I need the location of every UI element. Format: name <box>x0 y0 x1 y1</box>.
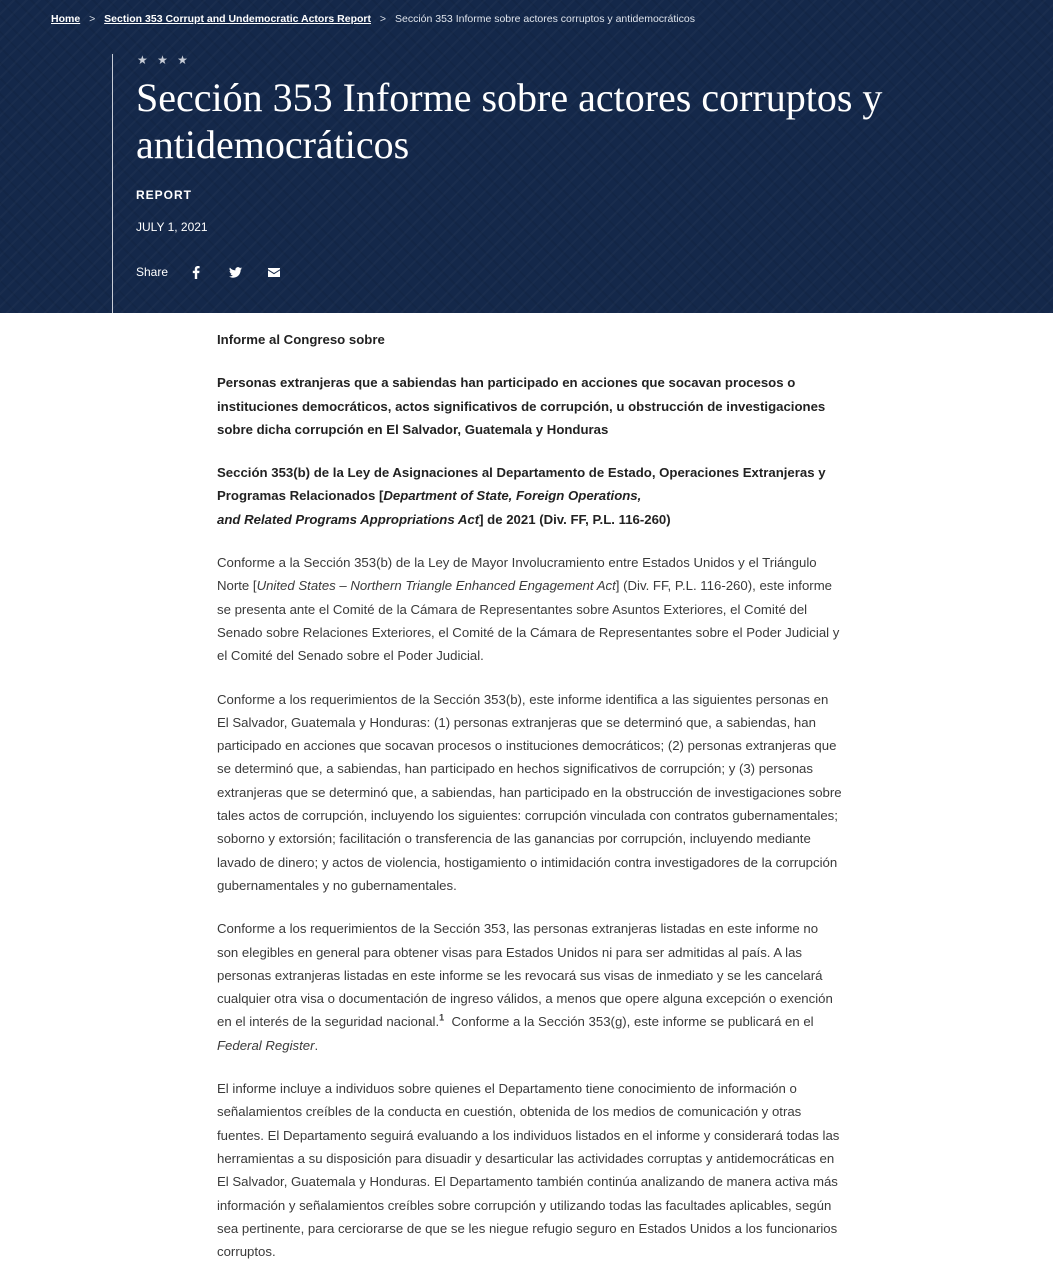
breadcrumb-separator: > <box>89 13 96 25</box>
breadcrumb-separator: > <box>379 13 387 25</box>
report-heading-legal-basis: Sección 353(b) de la Ley de Asignaciones al Departamento de Estado, Operaciones Extranjeras y Programas Relacionados [Department of State, Foreign Operations, and Related Programs Appropriations Act] de 2021 (Div. FF, P.L. 116-260) <box>217 465 826 527</box>
header-divider-line <box>112 54 113 313</box>
breadcrumb-parent-link[interactable]: Section 353 Corrupt and Undemocratic Actors Report <box>104 13 371 25</box>
report-heading-subject: Personas extranjeras que a sabiendas han participado en acciones que socavan procesos o instituciones democráticos, actos significativos de corrupción, u obstrucción de investigaciones sobre dicha corrupción en El Salvador, Guatemala y Honduras <box>217 375 826 437</box>
report-heading-intro: Informe al Congreso sobre <box>217 332 385 347</box>
facebook-icon[interactable] <box>188 264 204 280</box>
email-icon[interactable] <box>266 264 282 280</box>
breadcrumb <box>51 13 695 25</box>
page-header-banner <box>0 0 1053 313</box>
paragraph: Conforme a los requerimientos de la Sección 353(b), este informe identifica a las siguientes personas en El Salvador, Guatemala y Honduras: (1) personas extranjeras que se determinó que, a sabiendas, han participado en acciones que socavan procesos o instituciones democráticos; (2) personas extranjeras que se determinó que, a sabiendas, han participado en hechos significativos de corrupción; y (3) personas extranjeras que se determinó que, a sabiendas, han participado en la obstrucción de investigaciones sobre tales actos de corrupción, incluyendo los siguientes: corrupción vinculada con contratos gubernamentales; soborno y extorsión; facilitación o transferencia de las ganancias por corrupción, incluyendo mediante lavado de dinero; y actos de violencia, hostigamiento o intimidación contra investigadores de la corrupción gubernamentales y no gubernamentales. <box>217 691 842 893</box>
paragraph: Conforme a la Sección 353(b) de la Ley de Mayor Involucramiento entre Estados Unidos y el Triángulo Norte [United States – Northern Triangle Enhanced Engagement Act] (Div. FF, P.L. 116-260), este informe se presenta ante el Comité de la Cámara de Representantes sobre Asuntos Exteriores, el Comité del Senado sobre Relaciones Exteriores, el Comité de la Cámara de Representantes sobre el Poder Judicial y el Comité del Senado sobre el Poder Judicial. <box>217 555 840 664</box>
footnote-link[interactable]: 1 <box>439 1013 445 1024</box>
twitter-icon[interactable] <box>227 264 243 280</box>
report-body <box>217 328 842 1283</box>
page-title: Sección 353 Informe sobre actores corruptos y antidemocráticos <box>136 75 883 167</box>
paragraph: Conforme a los requerimientos de la Sección 353, las personas extranjeras listadas en este informe no son elegibles en general para obtener visas para Estados Unidos ni para ser admitidas al país. A las personas extranjeras listadas en este informe se les revocará sus visas de inmediato y se les cancelará cualquier otra visa o documentación de ingreso válidos, a menos que opere alguna excepción o exención en el interés de la seguridad nacional.$^1$ Conforme a la Sección 353(g), este informe se publicará en el Federal Register. <box>217 921 833 1053</box>
breadcrumb-current: Sección 353 Informe sobre actores corruptos y antidemocráticos <box>394 13 695 25</box>
share-label: Share <box>136 265 169 279</box>
stars-decoration: ★ ★ ★ <box>137 53 191 67</box>
paragraph: El informe incluye a individuos sobre quienes el Departamento tiene conocimiento de información o señalamientos creíbles de la conducta en cuestión, obtenida de los medios de comunicación y otras fuentes. El Departamento seguirá evaluando a los individuos listados en el informe y considerará todas las herramientas a su disposición para disuadir y desarticular las actividades corruptas y antidemocráticas en El Salvador, Guatemala y Honduras. El Departamento también continúa analizando de manera activa más información y señalamientos creíbles sobre corrupción y utilizando todas las facultades aplicables, según sea pertinente, para cerciorarse de que se les niegue refugio seguro en Estados Unidos a los funcionarios corruptos. <box>217 1081 840 1260</box>
breadcrumb-home-link[interactable]: Home <box>51 13 81 25</box>
document-type-label: REPORT <box>136 188 193 202</box>
share-bar <box>136 264 305 280</box>
publication-date: JULY 1, 2021 <box>136 220 208 234</box>
